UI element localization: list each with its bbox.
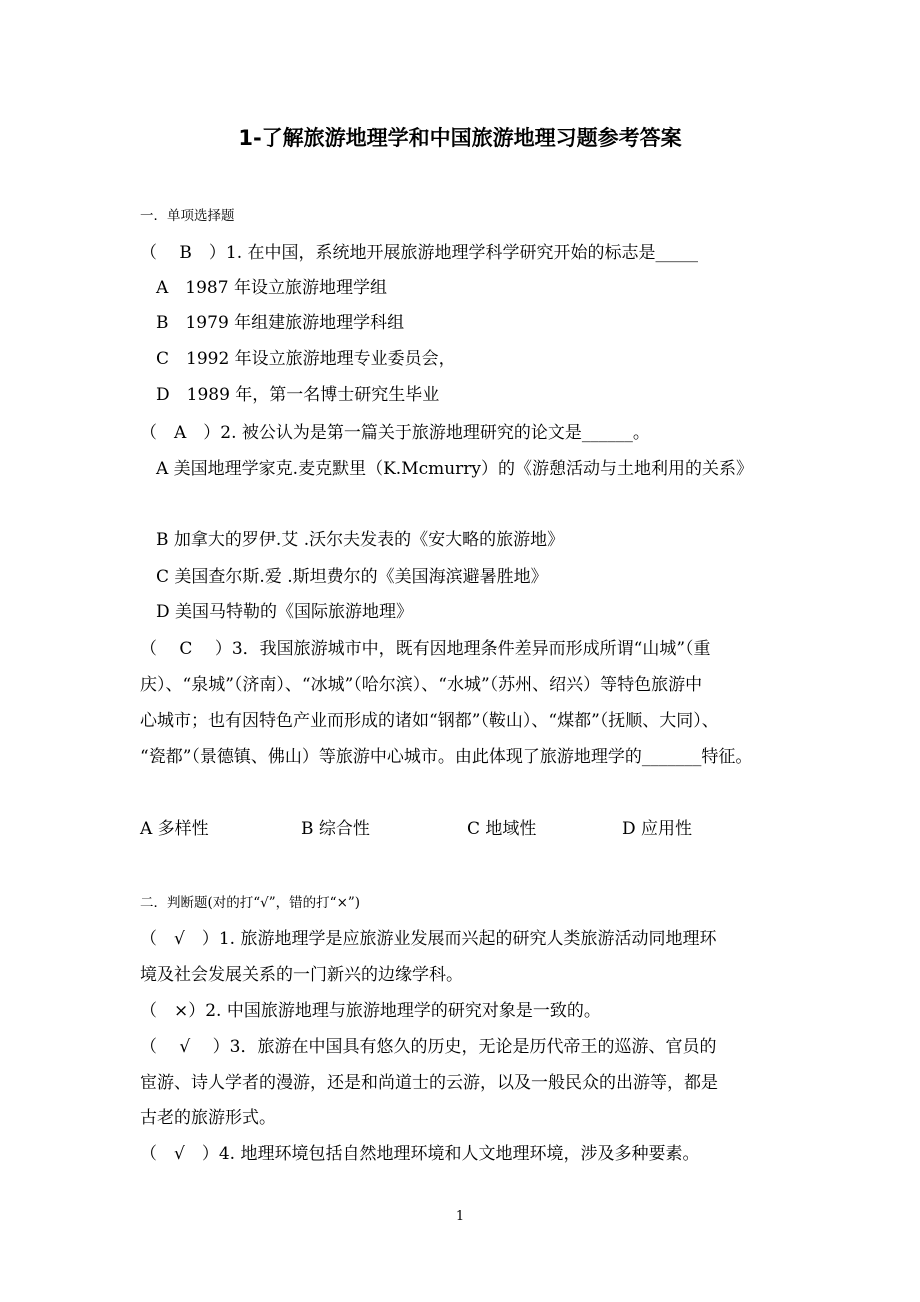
- section-heading-true-false: 二．判断题(对的打“√”，错的打“×”): [140, 895, 361, 911]
- question-1: （ B ）1. 在中国，系统地开展旅游地理学科学研究开始的标志是_____: [140, 243, 699, 263]
- question-1-option-c: C 1992 年设立旅游地理专业委员会，: [156, 349, 456, 369]
- page-title: 1-了解旅游地理学和中国旅游地理习题参考答案: [238, 126, 682, 150]
- question-3-option-d: D 应用性: [622, 819, 693, 839]
- question-1-option-d: D 1989 年，第一名博士研究生毕业: [156, 385, 440, 405]
- judge-item-3-line-3: 古老的旅游形式。: [140, 1108, 276, 1128]
- question-2-option-c: C 美国查尔斯.爱 .斯坦费尔的《美国海滨避暑胜地》: [156, 567, 548, 587]
- judge-item-3-line-1: （ √ ）3．旅游在中国具有悠久的历史，无论是历代帝王的巡游、官员的: [140, 1037, 717, 1057]
- question-2: （ A ）2. 被公认为是第一篇关于旅游地理研究的论文是______。: [140, 423, 650, 443]
- page-number: 1: [455, 1209, 465, 1224]
- question-3-option-a: A 多样性: [140, 819, 209, 839]
- judge-item-1-line-2: 境及社会发展关系的一门新兴的边缘学科。: [140, 965, 463, 985]
- question-2-option-b: B 加拿大的罗伊.艾 .沃尔夫发表的《安大略的旅游地》: [156, 530, 565, 550]
- question-1-option-b: B 1979 年组建旅游地理学科组: [156, 313, 405, 333]
- question-3-option-c: C 地域性: [467, 819, 537, 839]
- question-1-option-a: A 1987 年设立旅游地理学组: [156, 278, 387, 298]
- question-3-line-2: 庆）、“泉城”（济南）、“冰城”（哈尔滨）、“水城”（苏州、绍兴）等特色旅游中: [140, 675, 703, 695]
- question-3-line-3: 心城市；也有因特色产业而形成的诸如“钢都”（鞍山）、“煤都”（抚顺、大同）、: [140, 711, 719, 731]
- question-2-option-a: A 美国地理学家克.麦克默里（K.Mcmurry）的《游憩活动与土地利用的关系》: [156, 459, 754, 479]
- judge-item-3-line-2: 宦游、诗人学者的漫游，还是和尚道士的云游，以及一般民众的出游等，都是: [140, 1073, 718, 1093]
- judge-item-4: （ √ ）4. 地理环境包括自然地理环境和人文地理环境，涉及多种要素。: [140, 1144, 700, 1164]
- question-3-option-b: B 综合性: [301, 819, 370, 839]
- question-3-line-4: “瓷都”（景德镇、佛山）等旅游中心城市。由此体现了旅游地理学的_______特征。: [140, 747, 753, 767]
- question-3-line-1: （ C ）3．我国旅游城市中，既有因地理条件差异而形成所谓“山城”（重: [140, 639, 711, 659]
- section-heading-single-choice: 一．单项选择题: [140, 208, 235, 224]
- question-2-option-d: D 美国马特勒的《国际旅游地理》: [156, 602, 414, 622]
- judge-item-2: （ ×）2. 中国旅游地理与旅游地理学的研究对象是一致的。: [140, 1001, 601, 1021]
- judge-item-1-line-1: （ √ ）1. 旅游地理学是应旅游业发展而兴起的研究人类旅游活动同地理环: [140, 929, 717, 949]
